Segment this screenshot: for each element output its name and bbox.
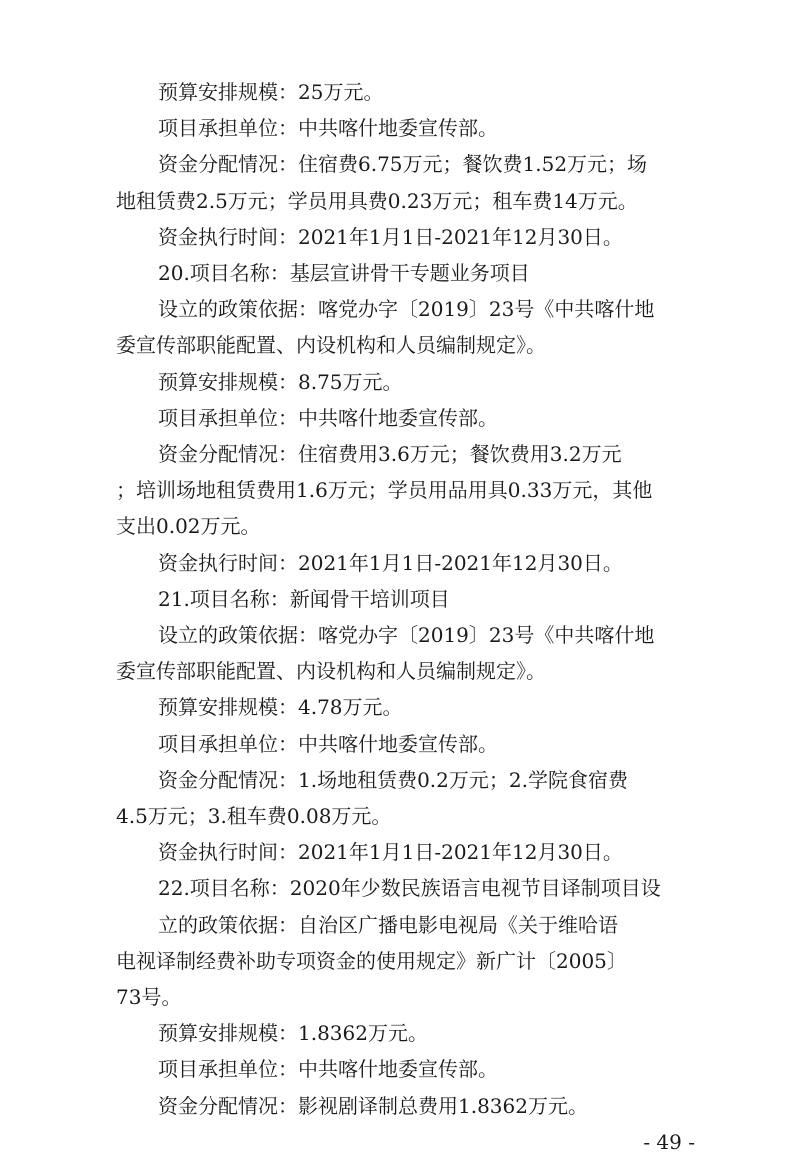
text-line: 资金执行时间：2021年1月1日-2021年12月30日。 bbox=[158, 840, 623, 865]
text-line: 项目承担单位：中共喀什地委宣传部。 bbox=[158, 731, 498, 756]
text-line: ；培训场地租赁费用1.6万元；学员用品用具0.33万元，其他 bbox=[116, 478, 653, 503]
text-line: 地租赁费2.5万元；学员用具费0.23万元；租车费14万元。 bbox=[116, 188, 638, 213]
text-line: 预算安排规模：25万元。 bbox=[158, 80, 384, 104]
page-number: - 49 - bbox=[643, 1129, 695, 1154]
text-line: 预算安排规模：4.78万元。 bbox=[158, 695, 403, 720]
text-line: 委宣传部职能配置、内设机构和人员编制规定》。 bbox=[116, 333, 546, 358]
text-line: 预算安排规模：1.8362万元。 bbox=[158, 1021, 428, 1046]
text-line: 项目承担单位：中共喀什地委宣传部。 bbox=[158, 405, 498, 430]
text-line: 设立的政策依据：喀党办字〔2019〕23号《中共喀什地 bbox=[158, 297, 655, 322]
text-line: 项目承担单位：中共喀什地委宣传部。 bbox=[158, 116, 498, 141]
text-line: 资金执行时间：2021年1月1日-2021年12月30日。 bbox=[158, 550, 623, 575]
text-line: 资金分配情况：影视剧译制总费用1.8362万元。 bbox=[158, 1093, 588, 1118]
text-line: 支出0.02万元。 bbox=[116, 514, 261, 539]
section-heading-20: 20.项目名称：基层宣讲骨干专题业务项目 bbox=[158, 261, 530, 285]
text-line: 资金执行时间：2021年1月1日-2021年12月30日。 bbox=[158, 224, 623, 249]
text-line: 立的政策依据：自治区广播电影电视局《关于维哈语 bbox=[158, 912, 618, 937]
section-heading-21: 21.项目名称：新闻骨干培训项目 bbox=[158, 586, 450, 611]
text-line: 73号。 bbox=[116, 985, 182, 1009]
text-line: 预算安排规模：8.75万元。 bbox=[158, 369, 403, 394]
text-line: 项目承担单位：中共喀什地委宣传部。 bbox=[158, 1057, 498, 1082]
text-line: 资金分配情况：住宿费用3.6万元；餐饮费用3.2万元 bbox=[158, 442, 622, 466]
section-heading-22: 22.项目名称：2020年少数民族语言电视节目译制项目设 bbox=[158, 876, 661, 901]
text-line: 委宣传部职能配置、内设机构和人员编制规定》。 bbox=[116, 659, 546, 684]
text-line: 设立的政策依据：喀党办字〔2019〕23号《中共喀什地 bbox=[158, 623, 655, 647]
text-line: 4.5万元；3.租车费0.08万元。 bbox=[116, 804, 392, 828]
text-line: 电视译制经费补助专项资金的使用规定》新广计〔2005〕 bbox=[116, 948, 627, 973]
text-line: 资金分配情况：1.场地租赁费0.2万元；2.学院食宿费 bbox=[158, 767, 628, 792]
text-line: 资金分配情况：住宿费6.75万元；餐饮费1.52万元；场 bbox=[158, 152, 648, 177]
